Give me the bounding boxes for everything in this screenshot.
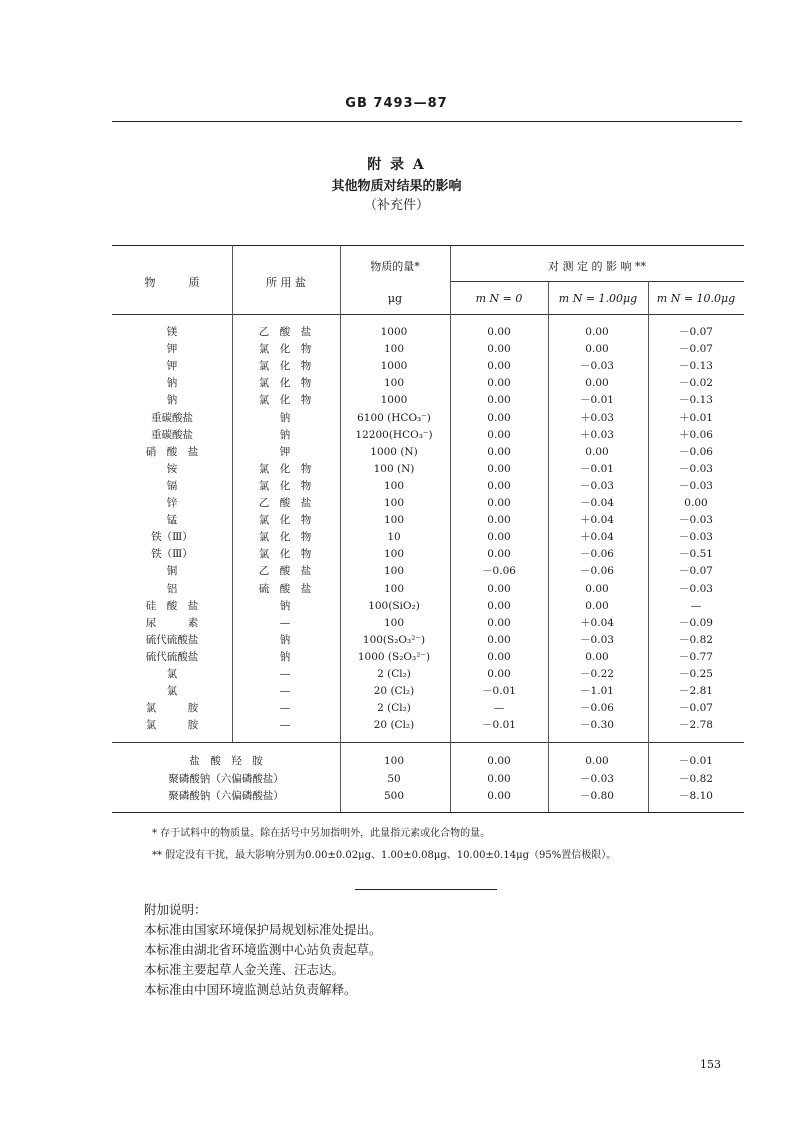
- cell-m10: －0.01: [679, 755, 713, 767]
- cell-salt: 氯 化 物: [258, 514, 312, 527]
- table-row: [0, 427, 793, 444]
- page-number: 153: [700, 1058, 721, 1071]
- header-m10: m N = 10.0μg: [656, 292, 736, 305]
- cell-m1: 0.00: [585, 377, 609, 390]
- cell-amount: 6100 (HCO₃⁻): [357, 411, 431, 424]
- cell-salt: 钠: [279, 633, 291, 646]
- header-rule: [112, 121, 742, 122]
- cell-m1: －0.06: [580, 702, 614, 715]
- table-row: [0, 495, 793, 512]
- table-row: [0, 341, 793, 358]
- additional-line: 本标准由中国环境监测总站负责解释。: [144, 982, 357, 997]
- cell-m10: －0.82: [679, 633, 713, 646]
- cell-m0: 0.00: [487, 616, 511, 629]
- cell-amount: 100: [383, 755, 405, 767]
- footnote-1: * 存于试料中的物质量。除在括号中另加指明外，此量指元素或化合物的量。: [152, 828, 491, 839]
- cell-m10: －0.03: [679, 514, 713, 527]
- standard-code: GB 7493—87: [345, 96, 448, 111]
- cell-m10: －0.13: [679, 360, 713, 373]
- cell-salt: 氯 化 物: [258, 548, 312, 561]
- cell-m1: 0.00: [585, 326, 609, 338]
- cell-m0: 0.00: [487, 599, 511, 612]
- table-row: [0, 649, 793, 666]
- table-row: [0, 546, 793, 563]
- cell-substance: 镁: [166, 326, 178, 338]
- cell-substance: 聚磷酸钠（六偏磷酸盐）: [168, 772, 284, 785]
- cell-m1: －0.30: [580, 719, 614, 732]
- cell-amount: 1000: [380, 326, 408, 338]
- cell-m10: －0.25: [679, 668, 713, 680]
- separator-rule: [355, 889, 497, 890]
- cell-amount: 1000 (N): [370, 445, 418, 458]
- cell-m10: －8.10: [679, 790, 713, 802]
- cell-substance: 尿 素: [145, 616, 199, 629]
- cell-m10: －0.03: [679, 479, 713, 492]
- cell-m1: －0.03: [580, 479, 614, 492]
- cell-salt: 氯 化 物: [258, 479, 312, 492]
- table-row: [0, 410, 793, 427]
- table-row: [0, 598, 793, 615]
- appendix-title: 附 录 A: [367, 157, 426, 173]
- cell-m0: 0.00: [487, 755, 511, 767]
- cell-salt: 钠: [279, 411, 291, 424]
- cell-m10: －2.78: [679, 719, 713, 732]
- cell-substance: 硫代硫酸盐: [145, 633, 199, 646]
- cell-amount: 20 (Cl₂): [373, 719, 415, 732]
- cell-m1: －0.80: [580, 790, 614, 802]
- cell-substance: 硫代硫酸盐: [145, 650, 199, 663]
- table-row: [0, 324, 793, 341]
- cell-substance: 铵: [166, 462, 178, 475]
- cell-m10: －0.03: [679, 531, 713, 544]
- table-row: [0, 683, 793, 700]
- cell-m10: －0.51: [679, 548, 713, 561]
- effect-header-rule: [450, 281, 744, 282]
- cell-amount: 100: [383, 377, 405, 390]
- table-row: [0, 358, 793, 375]
- table-row: [0, 615, 793, 632]
- cell-m0: －0.06: [482, 565, 516, 578]
- cell-m0: 0.00: [487, 462, 511, 475]
- cell-m1: －0.01: [580, 394, 614, 407]
- cell-m10: －0.07: [679, 343, 713, 356]
- cell-amount: 1000: [380, 360, 408, 373]
- table-row: [0, 529, 793, 546]
- cell-m1: －0.06: [580, 565, 614, 578]
- cell-m0: 0.00: [487, 582, 511, 595]
- cell-m1: 0.00: [585, 599, 609, 612]
- cell-m1: －0.03: [580, 633, 614, 646]
- cell-salt: —: [279, 719, 291, 732]
- cell-m0: 0.00: [487, 548, 511, 561]
- table-top-rule: [112, 245, 744, 246]
- table-row: [0, 753, 793, 770]
- cell-substance: 锌: [166, 497, 178, 509]
- cell-m10: －0.03: [679, 582, 713, 595]
- cell-amount: 100: [383, 497, 405, 509]
- cell-m1: ＋0.04: [580, 616, 614, 629]
- cell-salt: 钠: [279, 428, 291, 441]
- cell-salt: 氯 化 物: [258, 360, 312, 373]
- cell-substance: 钾: [166, 343, 178, 356]
- cell-substance: 铁（Ⅲ）: [151, 548, 193, 561]
- cell-m0: 0.00: [487, 428, 511, 441]
- table-row: [0, 788, 793, 805]
- cell-substance: 铝: [166, 582, 178, 595]
- cell-m10: ＋0.06: [679, 428, 713, 441]
- cell-m1: －0.03: [580, 772, 614, 785]
- cell-substance: 钾: [166, 360, 178, 373]
- cell-substance: 氯 胺: [145, 719, 199, 732]
- table-row: [0, 392, 793, 409]
- cell-substance: 镉: [166, 479, 178, 492]
- table-row: [0, 512, 793, 529]
- cell-m0: －0.01: [482, 685, 516, 698]
- cell-m10: ＋0.01: [679, 411, 713, 424]
- cell-m1: ＋0.03: [580, 428, 614, 441]
- cell-m10: －0.07: [679, 702, 713, 715]
- cell-m0: 0.00: [487, 790, 511, 802]
- cell-amount: 100: [383, 479, 405, 492]
- cell-m0: 0.00: [487, 668, 511, 680]
- cell-m10: 0.00: [684, 497, 708, 509]
- cell-m1: 0.00: [585, 650, 609, 663]
- table-row: [0, 461, 793, 478]
- header-unit: μg: [387, 292, 403, 305]
- cell-amount: 100 (N): [373, 462, 415, 475]
- cell-substance: 钠: [166, 377, 178, 390]
- cell-m1: －0.06: [580, 548, 614, 561]
- cell-m0: 0.00: [487, 479, 511, 492]
- additional-line: 本标准由湖北省环境监测中心站负责起草。: [144, 942, 382, 957]
- cell-salt: —: [279, 668, 291, 680]
- cell-m1: 0.00: [585, 445, 609, 458]
- cell-m1: －0.01: [580, 462, 614, 475]
- cell-salt: —: [279, 685, 291, 698]
- cell-amount: 10: [387, 531, 401, 544]
- cell-salt: 钾: [279, 445, 291, 458]
- cell-m10: －0.09: [679, 616, 713, 629]
- cell-amount: 1000: [380, 394, 408, 407]
- cell-m10: —: [690, 599, 702, 612]
- cell-m0: 0.00: [487, 772, 511, 785]
- cell-substance: 重碳酸盐: [151, 428, 193, 441]
- additional-line: 本标准主要起草人金关莲、汪志达。: [144, 962, 345, 977]
- cell-salt: 钠: [279, 650, 291, 663]
- cell-m0: 0.00: [487, 497, 511, 509]
- table-row: [0, 478, 793, 495]
- table-row: [0, 375, 793, 392]
- cell-m10: －0.82: [679, 772, 713, 785]
- cell-m10: －0.06: [679, 445, 713, 458]
- cell-m0: —: [493, 702, 505, 715]
- cell-m1: ＋0.03: [580, 411, 614, 424]
- cell-amount: 100: [383, 582, 405, 595]
- appendix-kind: （补充件）: [363, 198, 429, 213]
- cell-m0: －0.01: [482, 719, 516, 732]
- table-bottom-rule: [112, 812, 744, 813]
- header-amount: 物质的量*: [370, 260, 420, 273]
- header-m1: m N = 1.00μg: [558, 292, 638, 305]
- cell-m1: ＋0.04: [580, 531, 614, 544]
- header-salt: 所 用 盐: [266, 276, 306, 289]
- cell-amount: 12200(HCO₃⁻): [355, 428, 433, 441]
- cell-salt: —: [279, 702, 291, 715]
- cell-substance: 聚磷酸钠（六偏磷酸盐）: [168, 790, 284, 802]
- cell-m1: －1.01: [580, 685, 614, 698]
- cell-m0: 0.00: [487, 514, 511, 527]
- cell-m1: 0.00: [585, 582, 609, 595]
- cell-m10: －0.77: [679, 650, 713, 663]
- cell-m0: 0.00: [487, 394, 511, 407]
- cell-substance: 氯 胺: [145, 702, 199, 715]
- cell-substance: 氯: [166, 668, 178, 680]
- cell-amount: 50: [387, 772, 401, 785]
- cell-m10: －0.02: [679, 377, 713, 390]
- cell-m1: 0.00: [585, 755, 609, 767]
- cell-salt: 氯 化 物: [258, 343, 312, 356]
- cell-salt: 钠: [279, 599, 291, 612]
- cell-salt: 氯 化 物: [258, 462, 312, 475]
- cell-salt: 乙 酸 盐: [258, 497, 312, 509]
- cell-substance: 铁（Ⅲ）: [151, 531, 193, 544]
- header-m0: m N = 0: [475, 292, 523, 305]
- cell-amount: 20 (Cl₂): [373, 685, 415, 698]
- cell-m0: 0.00: [487, 411, 511, 424]
- additional-line: 本标准由国家环境保护局规划标准处提出。: [144, 922, 382, 937]
- table-row: [0, 771, 793, 788]
- cell-amount: 100(S₂O₃²⁻): [362, 633, 426, 646]
- cell-m1: －0.03: [580, 360, 614, 373]
- cell-m0: 0.00: [487, 445, 511, 458]
- cell-substance: 氯: [166, 685, 178, 698]
- cell-m10: －0.03: [679, 462, 713, 475]
- cell-salt: 乙 酸 盐: [258, 326, 312, 338]
- cell-amount: 100: [383, 565, 405, 578]
- table-row: [0, 632, 793, 649]
- cell-m0: 0.00: [487, 343, 511, 356]
- section-rule: [112, 742, 744, 743]
- cell-substance: 硅 酸 盐: [145, 599, 199, 612]
- appendix-subtitle: 其他物质对结果的影响: [331, 179, 462, 194]
- cell-m10: －0.13: [679, 394, 713, 407]
- table-row: [0, 666, 793, 683]
- table-row: [0, 563, 793, 580]
- cell-amount: 100: [383, 616, 405, 629]
- cell-amount: 2 (Cl₂): [377, 668, 411, 680]
- cell-m0: 0.00: [487, 650, 511, 663]
- cell-salt: 氯 化 物: [258, 531, 312, 544]
- cell-m1: ＋0.04: [580, 514, 614, 527]
- cell-amount: 100: [383, 514, 405, 527]
- table-row: [0, 717, 793, 734]
- cell-substance: 硝 酸 盐: [145, 445, 199, 458]
- header-effect: 对 测 定 的 影 响 **: [548, 260, 646, 273]
- cell-m1: －0.22: [580, 668, 614, 680]
- cell-salt: 氯 化 物: [258, 394, 312, 407]
- table-row: [0, 444, 793, 461]
- cell-m0: 0.00: [487, 360, 511, 373]
- cell-m0: 0.00: [487, 531, 511, 544]
- cell-m1: －0.04: [580, 497, 614, 509]
- cell-salt: 氯 化 物: [258, 377, 312, 390]
- additional-heading: 附加说明：: [144, 902, 207, 917]
- cell-m10: －0.07: [679, 326, 713, 338]
- cell-m1: 0.00: [585, 343, 609, 356]
- cell-salt: —: [279, 616, 291, 629]
- cell-m10: －0.07: [679, 565, 713, 578]
- table-row: [0, 581, 793, 598]
- cell-salt: 乙 酸 盐: [258, 565, 312, 578]
- cell-amount: 2 (Cl₂): [377, 702, 411, 715]
- cell-amount: 1000 (S₂O₃²⁻): [357, 650, 431, 663]
- table-row: [0, 700, 793, 717]
- cell-m0: 0.00: [487, 326, 511, 338]
- cell-m10: －2.81: [679, 685, 713, 698]
- cell-amount: 100: [383, 343, 405, 356]
- cell-amount: 100(SiO₂): [368, 599, 420, 612]
- cell-substance: 锰: [166, 514, 178, 527]
- header-bottom-rule: [112, 314, 744, 315]
- cell-amount: 100: [383, 548, 405, 561]
- cell-m0: 0.00: [487, 377, 511, 390]
- cell-m0: 0.00: [487, 633, 511, 646]
- footnote-2: ** 假定没有干扰，最大影响分别为0.00±0.02μg、1.00±0.08μg、10.00±0.14μg（95%置信极限）。: [152, 850, 617, 861]
- header-substance: 物 质: [144, 276, 200, 289]
- cell-amount: 500: [383, 790, 405, 802]
- cell-substance: 铜: [166, 565, 178, 578]
- cell-substance: 盐 酸 羟 胺: [189, 755, 263, 767]
- cell-substance: 重碳酸盐: [151, 411, 193, 424]
- cell-salt: 硫 酸 盐: [258, 582, 312, 595]
- cell-substance: 钠: [166, 394, 178, 407]
